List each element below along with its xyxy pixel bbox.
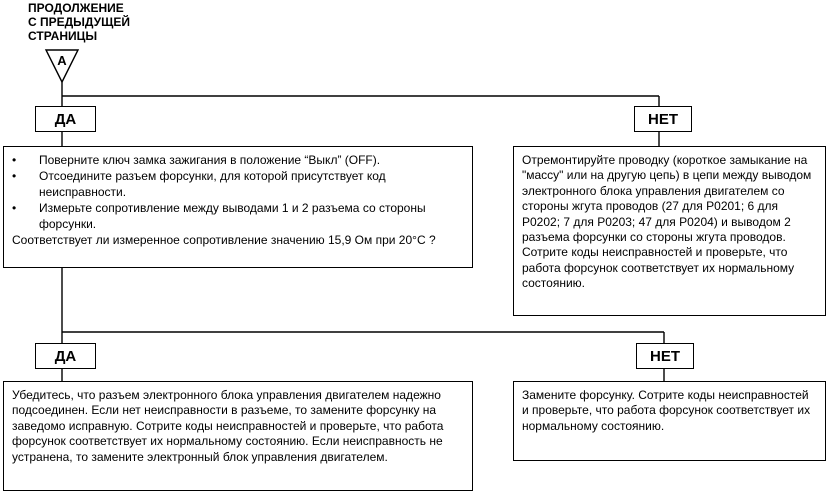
check-resistance-box — [3, 146, 473, 268]
connector-label: A — [57, 53, 67, 68]
yes-label-1 — [35, 106, 96, 132]
step-item — [12, 153, 464, 168]
bullet: • — [12, 153, 17, 167]
resistance-question: Соответствует ли измеренное сопротивление значению 15,9 Ом при 20°С ? — [12, 233, 436, 248]
bullet: • — [12, 201, 17, 216]
yes-label-1-text: ДА — [54, 110, 77, 128]
step-item — [12, 201, 464, 232]
no-label-2 — [636, 343, 694, 369]
step-text: Отсоедините разъем форсунки, для которой присутствует код неисправности. — [39, 169, 386, 199]
step-text: Поверните ключ замка зажигания в положение “Выкл” (OFF). — [39, 153, 381, 167]
continuation-header: ПРОДОЛЖЕНИЕ С ПРЕДЫДУЩЕЙ СТРАНИЦЫ — [28, 1, 130, 43]
step-text: Измерьте сопротивление между выводами 1 и 2 разъема со стороны форсунки. — [39, 201, 426, 231]
no-label-2-text: НЕТ — [650, 347, 680, 365]
yes-label-2 — [35, 343, 96, 369]
replace-injector-box — [513, 381, 826, 461]
no-label-1-text: НЕТ — [648, 110, 678, 128]
step-item — [12, 169, 464, 200]
repair-wiring-box — [513, 146, 826, 316]
replace-injector-text: Замените форсунку. Сотрите коды неисправностей и проверьте, что работа форсунок соответствует их нормальному состоянию. — [522, 388, 811, 433]
step-list — [12, 153, 464, 232]
yes-label-2-text: ДА — [54, 347, 77, 365]
check-ecm-connector-box — [3, 381, 473, 491]
bullet: • — [12, 169, 17, 184]
no-label-1 — [634, 106, 692, 132]
repair-wiring-text: Отремонтируйте проводку (короткое замыкание на "массу" или на другую цепь) в цепи между выводом электронного блока управления двигателем со стороны жгута проводов (27 для P0201; 6 для P0202; 7 для P0203; 47 для P0204) и выводом 2 разъема форсунки со стороны жгута проводов. Сотрите коды неисправностей и проверьте, что работа форсунок соответствует их нормальному состоянию. — [522, 153, 812, 291]
check-ecm-connector-text: Убедитесь, что разъем электронного блока управления двигателем надежно подсоединен. Если нет неисправности в разъеме, то замените форсунку на заведомо исправную. Сотрите коды неисправностей и проверьте, что работа форсунок соответствует их нормальному состоянию. Если неисправность не устранена, то замените электронный блок управления двигателем. — [12, 388, 444, 464]
